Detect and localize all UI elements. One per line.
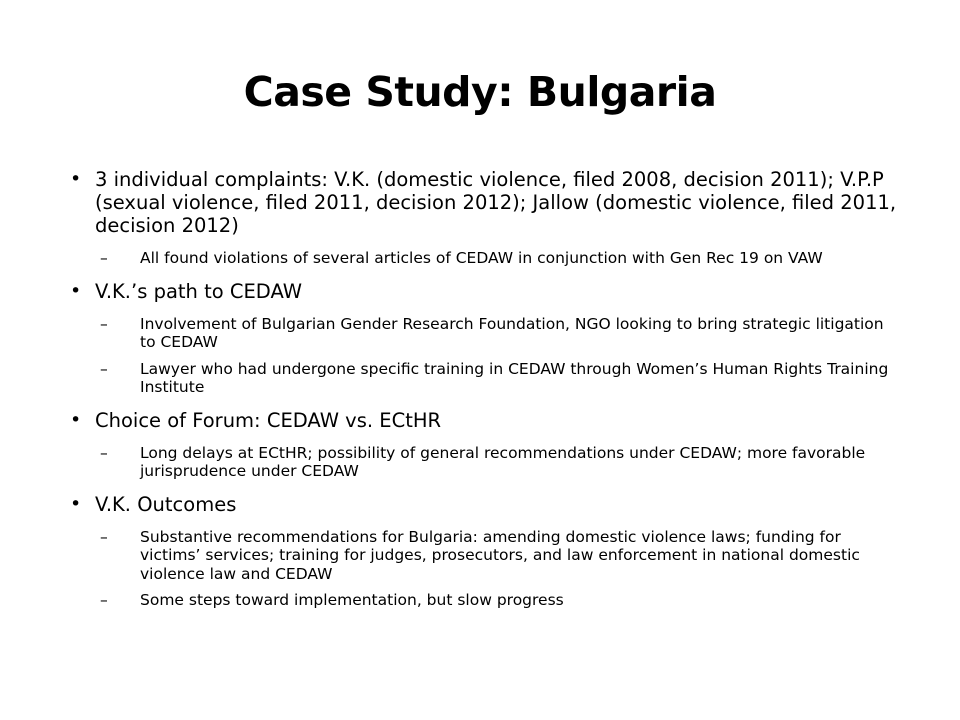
sub-bullet-item — [70, 528, 900, 584]
sub-bullet-item — [70, 591, 900, 610]
sub-bullet-text: Substantive recommendations for Bulgaria: amending domestic violence laws; funding for victims’ services; training for judges, prosecutors, and law enforcement in national domestic violence law and CEDAW — [140, 527, 860, 583]
bullet-icon: • — [70, 168, 82, 190]
bullet-item — [70, 409, 900, 432]
bullet-group — [70, 168, 900, 268]
sub-bullet-text: Long delays at ECtHR; possibility of general recommendations under CEDAW; more favorable jurisprudence under CEDAW — [140, 443, 866, 480]
bullet-group — [70, 280, 900, 397]
dash-icon: – — [100, 591, 108, 609]
bullet-text: V.K.’s path to CEDAW — [95, 279, 303, 303]
sub-bullet-text: Involvement of Bulgarian Gender Research Foundation, NGO looking to bring strategic litigation to CEDAW — [140, 314, 884, 351]
bullet-icon: • — [70, 492, 82, 515]
dash-icon: – — [100, 314, 108, 333]
sub-bullet-text: All found violations of several articles of CEDAW in conjunction with Gen Rec 19 on VAW — [140, 249, 823, 267]
sub-bullet-item — [70, 315, 900, 352]
sub-bullet-text: Lawyer who had undergone specific training in CEDAW through Women’s Human Rights Training Institute — [140, 359, 889, 396]
sub-bullet-item — [70, 360, 900, 397]
dash-icon: – — [100, 249, 108, 267]
sub-bullet-item — [70, 444, 900, 481]
sub-bullet-item — [70, 249, 900, 268]
bullet-icon: • — [70, 279, 82, 302]
bullet-text: Choice of Forum: CEDAW vs. ECtHR — [95, 408, 442, 432]
bullet-text: V.K. Outcomes — [95, 492, 237, 516]
bullet-group — [70, 409, 900, 481]
bullet-item — [70, 168, 900, 237]
dash-icon: – — [100, 443, 108, 462]
bullet-icon: • — [70, 408, 82, 431]
dash-icon: – — [100, 359, 108, 378]
bullet-item — [70, 493, 900, 516]
slide-title: Case Study: Bulgaria — [243, 68, 717, 116]
dash-icon: – — [100, 527, 108, 546]
bullet-group — [70, 493, 900, 610]
sub-bullet-text: Some steps toward implementation, but slow progress — [140, 591, 564, 609]
bullet-item — [70, 280, 900, 303]
bullet-text: 3 individual complaints: V.K. (domestic violence, filed 2008, decision 2011); V.P.P (sexual violence, filed 2011, decision 2012); Jallow (domestic violence, filed 2011, decision 2012) — [95, 168, 897, 237]
slide-body — [70, 168, 900, 622]
